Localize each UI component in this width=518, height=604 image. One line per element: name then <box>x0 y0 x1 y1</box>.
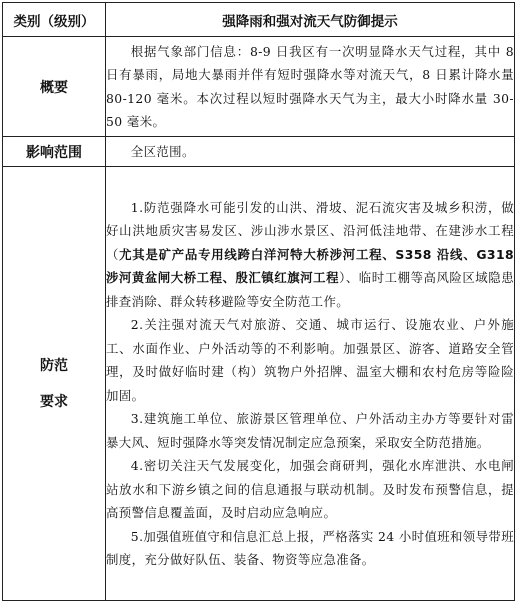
category-header: 类别（级别） <box>3 3 106 37</box>
requirements-row <box>3 167 515 601</box>
header-row <box>3 3 515 37</box>
requirements-label <box>3 167 106 601</box>
scope-cell <box>106 137 515 167</box>
defense-notice-table <box>2 2 515 601</box>
scope-row <box>3 137 515 167</box>
requirement-item-1 <box>106 196 514 314</box>
requirements-label-line1: 防范 <box>40 357 68 374</box>
scope-text: 全区范围。 <box>130 143 195 159</box>
requirement-item-1-emphasis: 尤其是矿产品专用线跨白洋河特大桥涉河工程、S358 沿线、G318 涉河黄盆闸大桥工程、殷汇镇红旗河工程 <box>106 246 514 285</box>
summary-text: 根据气象部门信息：8-9 日我区有一次明显降水天气过程，其中 8 日有暴雨，局地大暴雨并伴有短时强降水等对流天气，8 日累计降水量 80-120 毫米。本次过程以短时强降水天气为主，最大小时降水量 30-50 毫米。 <box>106 43 514 129</box>
summary-row <box>3 37 515 137</box>
requirements-label-line2: 要求 <box>40 393 68 410</box>
requirement-item-5: 5.加强值班值守和信息汇总上报，严格落实 24 小时值班和领导带班制度，充分做好队伍、装备、物资等应急准备。 <box>106 528 515 567</box>
requirement-item-1-text: 1.防范强降水可能引发的山洪、滑坡、泥石流灾害及城乡积涝，做好山洪地质灾害易发区、涉山涉水景区、沿河低洼地带、在建涉水工程（ <box>106 199 514 262</box>
requirement-item-1-tail: ）、临时工棚等高风险区域隐患排查消除、群众转移避险等安全防范工作。 <box>106 270 514 309</box>
summary-cell <box>106 37 515 137</box>
scope-label: 影响范围 <box>3 137 106 167</box>
requirement-item-3: 3.建筑施工单位、旅游景区管理单位、户外活动主办方等要针对雷暴大风、短时强降水等突发情况制定应急预案，采取安全防范措施。 <box>106 411 514 450</box>
requirements-cell <box>106 167 515 601</box>
summary-label: 概要 <box>3 37 106 137</box>
requirement-item-4: 4.密切关注天气发展变化，加强会商研判，强化水库泄洪、水电闸站放水和下游乡镇之间的信息通报与联动机制。及时发布预警信息，提高预警信息覆盖面，及时启动应急响应。 <box>106 458 514 520</box>
notice-title: 强降雨和强对流天气防御提示 <box>106 3 515 37</box>
requirement-item-2: 2.关注强对流天气对旅游、交通、城市运行、设施农业、户外施工、水面作业、户外活动等的不利影响。加强景区、游客、道路安全管理，及时做好临时建（构）筑物户外招牌、温室大棚和农村危房等险险加固。 <box>106 317 514 403</box>
